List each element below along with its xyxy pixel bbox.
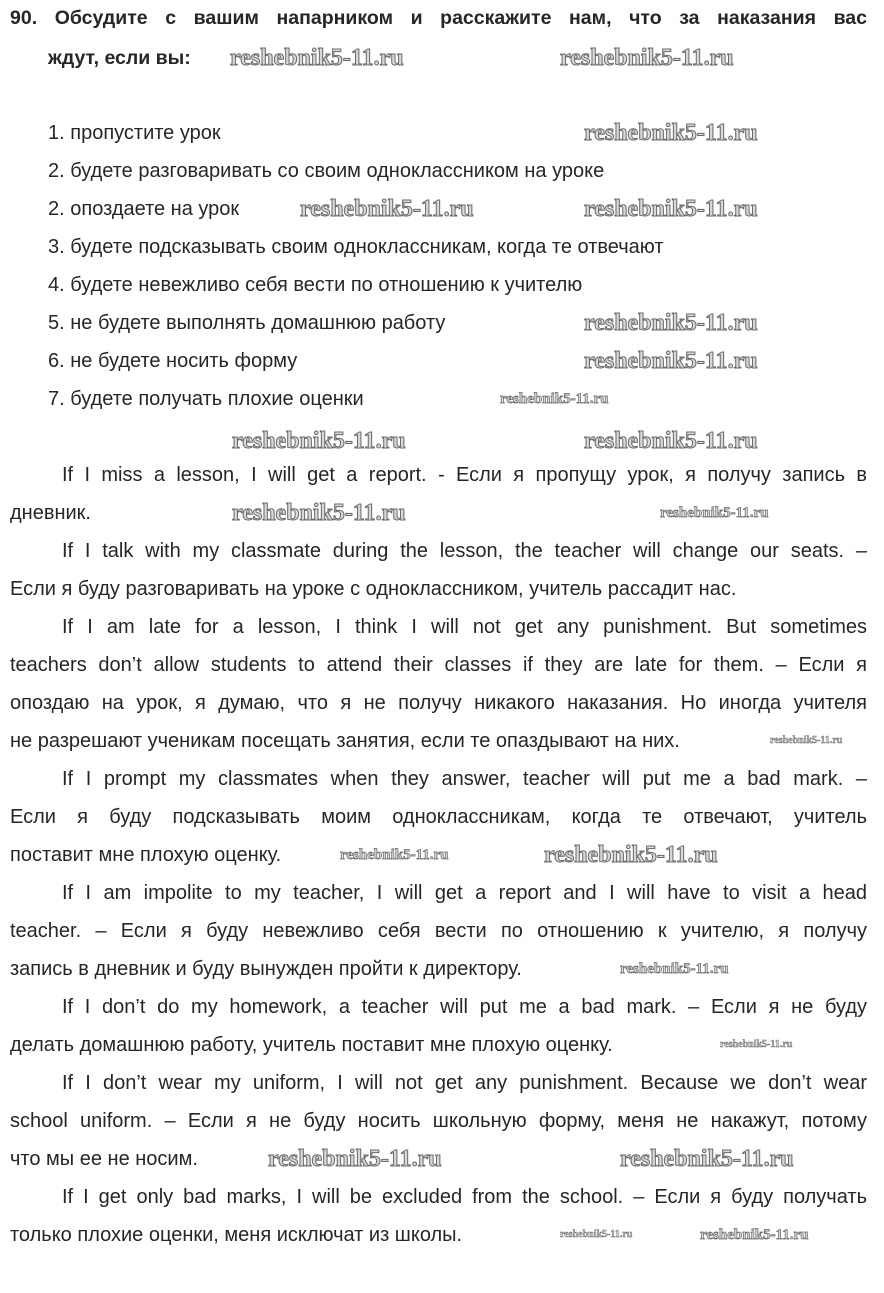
heading-line: ждут, если вы: <box>48 47 191 69</box>
watermark-logo: reshebnik5-11.ru <box>232 500 406 526</box>
watermark-logo: reshebnik5-11.ru <box>584 310 758 336</box>
watermark-logo: reshebnik5-11.ru <box>620 1146 794 1172</box>
answer-line: If I am impolite to my teacher, I will get a report and I will have to visit a head <box>62 882 867 904</box>
watermark-logo: reshebnik5-11.ru <box>500 391 609 407</box>
answer-line: делать домашнюю работу, учитель поставит мне плохую оценку. <box>10 1034 613 1056</box>
answer-line: If I talk with my classmate during the lesson, the teacher will change our seats. – <box>62 540 867 562</box>
answer-line: только плохие оценки, меня исключат из школы. <box>10 1224 463 1246</box>
answer-line: If I get only bad marks, I will be excluded from the school. – Если я буду получать <box>62 1186 867 1208</box>
answer-line: If I prompt my classmates when they answer, teacher will put me a bad mark. – <box>62 768 867 790</box>
answer-line: Если я буду разговаривать на уроке с одноклассником, учитель рассадит нас. <box>10 578 737 600</box>
heading-line: 90. Обсудите с вашим напарником и расскажите нам, что за наказания вас <box>10 7 867 29</box>
watermark-logo: reshebnik5-11.ru <box>620 961 729 977</box>
answer-line: не разрешают ученикам посещать занятия, если те опаздывают на них. <box>10 730 680 752</box>
answer-line: что мы ее не носим. <box>10 1148 198 1170</box>
answer-line: If I miss a lesson, I will get a report. - Если я пропущу урок, я получу запись в <box>62 464 867 486</box>
watermark-logo: reshebnik5-11.ru <box>584 348 758 374</box>
answer-line: опоздаю на урок, я думаю, что я не получу никакого наказания. Но иногда учителя <box>10 692 867 714</box>
answer-line: If I don’t wear my uniform, I will not get any punishment. Because we don’t wear <box>62 1072 867 1094</box>
answer-line: teacher. – Если я буду невежливо себя вести по отношению к учителю, я получу <box>10 920 867 942</box>
answer-line: school uniform. – Если я не буду носить школьную форму, меня не накажут, потому <box>10 1110 867 1132</box>
watermark-logo: reshebnik5-11.ru <box>584 120 758 146</box>
watermark-logo: reshebnik5-11.ru <box>584 196 758 222</box>
list-item: 6. не будете носить форму <box>48 350 298 372</box>
watermark-logo: reshebnik5-11.ru <box>544 842 718 868</box>
watermark-logo: reshebnik5-11.ru <box>700 1227 809 1243</box>
watermark-logo: reshebnik5-11.ru <box>232 428 406 454</box>
watermark-logo: reshebnik5-11.ru <box>660 505 769 521</box>
answer-line: дневник. <box>10 502 91 524</box>
list-item: 7. будете получать плохие оценки <box>48 388 364 410</box>
watermark-logo: reshebnik5-11.ru <box>230 45 404 71</box>
list-item: 2. будете разговаривать со своим одноклассником на уроке <box>48 160 605 182</box>
watermark-logo: reshebnik5-11.ru <box>720 1039 793 1050</box>
list-item: 4. будете невежливо себя вести по отношению к учителю <box>48 274 583 296</box>
answer-line: запись в дневник и буду вынужден пройти к директору. <box>10 958 522 980</box>
watermark-logo: reshebnik5-11.ru <box>584 428 758 454</box>
watermark-logo: reshebnik5-11.ru <box>770 735 843 746</box>
list-item: 3. будете подсказывать своим одноклассникам, когда те отвечают <box>48 236 664 258</box>
watermark-logo: reshebnik5-11.ru <box>340 847 449 863</box>
list-item: 2. опоздаете на урок <box>48 198 240 220</box>
answer-line: Если я буду подсказывать моим одноклассникам, когда те отвечают, учитель <box>10 806 867 828</box>
answer-line: teachers don’t allow students to attend their classes if they are late for them. – Если я <box>10 654 867 676</box>
watermark-logo: reshebnik5-11.ru <box>300 196 474 222</box>
list-item: 1. пропустите урок <box>48 122 221 144</box>
watermark-logo: reshebnik5-11.ru <box>560 1229 633 1240</box>
watermark-logo: reshebnik5-11.ru <box>268 1146 442 1172</box>
answer-line: If I don’t do my homework, a teacher will put me a bad mark. – Если я не буду <box>62 996 867 1018</box>
answer-line: If I am late for a lesson, I think I will not get any punishment. But sometimes <box>62 616 867 638</box>
list-item: 5. не будете выполнять домашнюю работу <box>48 312 446 334</box>
watermark-logo: reshebnik5-11.ru <box>560 45 734 71</box>
answer-line: поставит мне плохую оценку. <box>10 844 282 866</box>
